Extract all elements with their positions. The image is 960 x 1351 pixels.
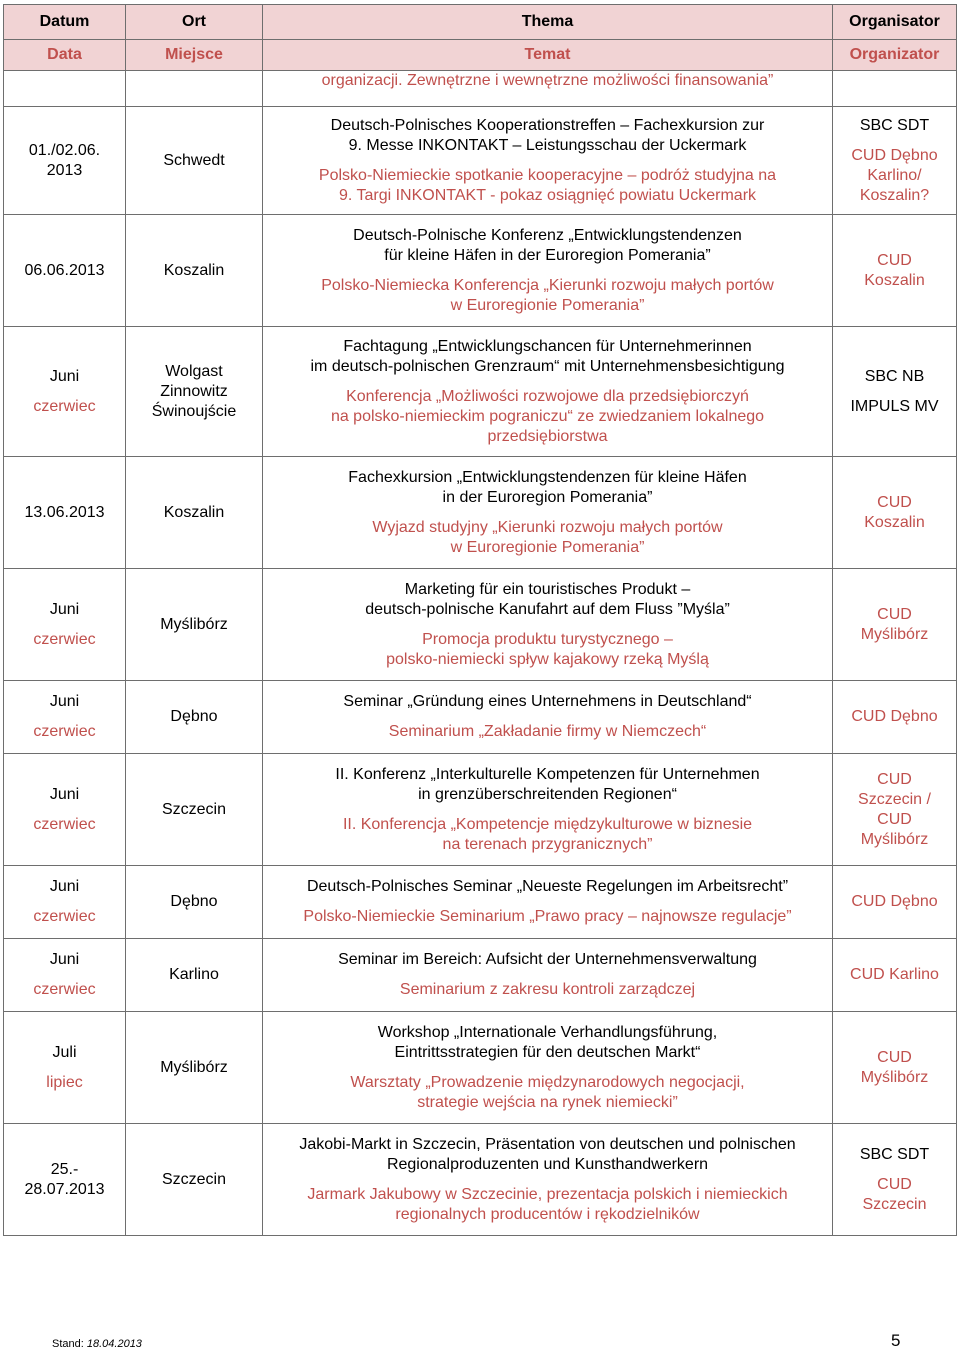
page-number: 5 — [891, 1331, 901, 1350]
organizer-cell — [833, 457, 957, 569]
date-cell — [4, 939, 126, 1012]
topic-pl-line: Konferencja „Możliwości rozwojowe dla przedsiębiorczyń — [346, 387, 749, 405]
topic-pl-line: w Euroregionie Pomerania” — [450, 538, 645, 556]
topic-pl-line: Promocja produktu turystycznego – — [422, 630, 673, 648]
stand-date: 18.04.2013 — [86, 1338, 142, 1350]
date-pl: czerwiec — [33, 815, 96, 833]
topic-cell — [263, 1124, 833, 1236]
organizer-cell — [833, 569, 957, 681]
date-de: 25.- — [50, 1160, 79, 1178]
place-line: Szczecin — [161, 1170, 227, 1188]
date-de: 13.06.2013 — [24, 503, 105, 521]
organizer-pl-line: Myślibórz — [860, 625, 929, 643]
topic-de-line: Regionalproduzenten und Kunsthandwerkern — [386, 1155, 709, 1173]
topic-cell — [263, 866, 833, 939]
date-cell — [4, 107, 126, 215]
date-de: Juni — [49, 785, 80, 803]
topic-cell — [263, 327, 833, 457]
organizer-pl-line: Myślibórz — [860, 1068, 929, 1086]
topic-pl-line: Polsko-Niemiecka Konferencja „Kierunki rozwoju małych portów — [321, 276, 774, 294]
topic-de-line: II. Konferenz „Interkulturelle Kompetenzen für Unternehmen — [335, 765, 760, 783]
date-cell — [4, 681, 126, 754]
place-line: Świnoujście — [151, 402, 237, 420]
topic-pl-line: na terenach przygranicznych” — [442, 835, 653, 853]
topic-de-line: Jakobi-Markt in Szczecin, Präsentation von deutschen und polnischen — [299, 1135, 796, 1153]
date-cell — [4, 71, 126, 107]
place-cell — [126, 1012, 263, 1124]
topic-pl-line: Seminarium „Zakładanie firmy w Niemczech“ — [388, 723, 707, 740]
date-pl: czerwiec — [33, 981, 96, 998]
organizer-cell — [833, 327, 957, 457]
header-organizer-de: Organisator — [833, 5, 957, 40]
table-row — [4, 107, 957, 215]
place-cell — [126, 457, 263, 569]
organizer-pl-line: CUD — [877, 770, 912, 788]
date-cell — [4, 754, 126, 866]
place-cell — [126, 939, 263, 1012]
place-cell — [126, 71, 263, 107]
topic-pl-line: Jarmark Jakubowy w Szczecinie, prezentacja polskich i niemieckich — [307, 1185, 788, 1203]
topic-pl-line: Warsztaty „Prowadzenie międzynarodowych negocjacji, — [350, 1073, 745, 1091]
header-date-de: Datum — [4, 5, 126, 40]
topic-cell — [263, 215, 833, 327]
place-cell — [126, 1124, 263, 1236]
date-cell — [4, 1124, 126, 1236]
topic-de-line: für kleine Häfen in der Euroregion Pomerania” — [384, 246, 711, 264]
place-line: Wolgast — [165, 362, 223, 380]
topic-pl-line: Wyjazd studyjny „Kierunki rozwoju małych portów — [372, 518, 723, 536]
organizer-pl-line: Koszalin — [864, 271, 925, 289]
organizer-cell — [833, 866, 957, 939]
topic-cell — [263, 754, 833, 866]
table-row — [4, 681, 957, 754]
header-place-de: Ort — [126, 5, 263, 40]
header-organizer-pl: Organizator — [833, 40, 957, 71]
organizer-cell — [833, 681, 957, 754]
date-cell — [4, 1012, 126, 1124]
stand-label: Stand: — [52, 1338, 84, 1350]
table-row — [4, 754, 957, 866]
organizer-pl-line: CUD Dębno — [851, 708, 938, 725]
organizer-cell — [833, 215, 957, 327]
continuation-text: organizacji. Zewnętrzne i wewnętrzne możliwości finansowania” — [263, 71, 833, 107]
date-de-line2: 28.07.2013 — [24, 1180, 105, 1198]
topic-de-line: Eintrittsstrategien für den deutschen Markt“ — [394, 1043, 701, 1061]
date-pl: czerwiec — [33, 397, 96, 415]
organizer-pl-line: CUD — [877, 1175, 912, 1193]
organizer-pl-line: Myślibórz — [860, 830, 929, 848]
topic-de-line: deutsch-polnische Kanufahrt auf dem Fluss ”Myśla” — [365, 600, 730, 618]
organizer-cell — [833, 939, 957, 1012]
organizer-pl-line: CUD Karlino — [850, 966, 939, 983]
table-row — [4, 215, 957, 327]
table-row — [4, 457, 957, 569]
table-row — [4, 1124, 957, 1236]
topic-cell — [263, 1012, 833, 1124]
date-cell — [4, 866, 126, 939]
place-cell — [126, 107, 263, 215]
organizer-pl-line: Szczecin — [862, 1195, 927, 1213]
place-line: Myślibórz — [160, 615, 228, 633]
topic-de-line: im deutsch-polnischen Grenzraum“ mit Unternehmensbesichtigung — [310, 357, 785, 375]
topic-pl-line: Polsko-Niemieckie spotkanie kooperacyjne – podróż studyjna na — [318, 166, 777, 184]
topic-pl-line: regionalnych producentów i rękodzielników — [395, 1205, 700, 1223]
topic-pl-line: strategie wejścia na rynek niemiecki” — [417, 1093, 678, 1111]
date-year: 2013 — [46, 161, 83, 179]
organizer-de-line: IMPULS MV — [850, 397, 939, 415]
place-cell — [126, 866, 263, 939]
topic-de-line: Seminar „Gründung eines Unternehmens in Deutschland“ — [343, 693, 752, 710]
place-cell — [126, 681, 263, 754]
date-de: Juni — [49, 878, 80, 895]
place-cell — [126, 215, 263, 327]
topic-pl-line: Polsko-Niemieckie Seminarium „Prawo pracy – najnowsze regulacje” — [303, 908, 792, 925]
topic-de-line: 9. Messe INKONTAKT – Leistungsschau der Uckermark — [348, 136, 747, 154]
topic-cell — [263, 681, 833, 754]
topic-cell — [263, 939, 833, 1012]
date-cell — [4, 457, 126, 569]
place-line: Dębno — [170, 708, 218, 725]
organizer-pl-line: Koszalin? — [859, 186, 930, 204]
place-line: Dębno — [170, 893, 218, 910]
header-topic-de: Thema — [263, 5, 833, 40]
table-body — [4, 71, 957, 1236]
topic-de-line: in der Euroregion Pomerania” — [442, 488, 653, 506]
header-place-pl: Miejsce — [126, 40, 263, 71]
topic-pl-line: na polsko-niemieckim pograniczu“ ze zwiedzaniem lokalnego — [330, 407, 765, 425]
organizer-cell — [833, 107, 957, 215]
table-header — [4, 5, 957, 71]
organizer-de-line: SBC SDT — [859, 116, 930, 134]
place-cell — [126, 569, 263, 681]
organizer-pl-line: Koszalin — [864, 513, 925, 531]
date-pl: czerwiec — [33, 723, 96, 740]
date-de: 06.06.2013 — [24, 261, 105, 279]
place-line: Szczecin — [161, 800, 227, 818]
topic-pl-line: przedsiębiorstwa — [487, 427, 608, 445]
table-row — [4, 327, 957, 457]
date-cell — [4, 569, 126, 681]
header-topic-pl: Temat — [263, 40, 833, 71]
events-table — [3, 4, 957, 1236]
table-row — [4, 1012, 957, 1124]
date-de: 01./02.06. — [28, 141, 101, 159]
table-row — [4, 569, 957, 681]
topic-de-line: Seminar im Bereich: Aufsicht der Unternehmensverwaltung — [338, 951, 757, 968]
organizer-pl-line: CUD Dębno — [851, 146, 938, 164]
table-row — [4, 866, 957, 939]
place-line: Karlino — [169, 966, 219, 983]
topic-pl-line: polsko-niemiecki spływ kajakowy rzeką Myślą — [386, 650, 709, 668]
place-line: Koszalin — [163, 503, 225, 521]
topic-pl-line: Seminarium z zakresu kontroli zarządczej — [399, 981, 696, 998]
place-line: Koszalin — [163, 261, 225, 279]
topic-de-line: Fachtagung „Entwicklungschancen für Unternehmerinnen — [343, 337, 752, 355]
organizer-pl-line: CUD — [877, 493, 912, 511]
header-date-pl: Data — [4, 40, 126, 71]
topic-de-line: Deutsch-Polnisches Kooperationstreffen – Fachexkursion zur — [330, 116, 765, 134]
date-de: Juni — [49, 367, 80, 385]
place-cell — [126, 327, 263, 457]
continuation-row — [4, 71, 957, 107]
date-de: Juni — [49, 693, 80, 710]
organizer-pl-line: CUD — [877, 810, 912, 828]
topic-de-line: Marketing für ein touristisches Produkt – — [404, 580, 691, 598]
topic-de-line: in grenzüberschreitenden Regionen“ — [418, 785, 677, 803]
topic-pl-line: w Euroregionie Pomerania” — [450, 296, 645, 314]
place-line: Zinnowitz — [160, 382, 228, 400]
organizer-cell — [833, 754, 957, 866]
organizer-pl-line: CUD — [877, 1048, 912, 1066]
organizer-pl-line: Karlino/ — [867, 166, 922, 184]
place-cell — [126, 754, 263, 866]
date-pl: czerwiec — [33, 908, 96, 925]
date-cell — [4, 215, 126, 327]
topic-pl-line: II. Konferencja „Kompetencje międzykulturowe w biznesie — [342, 815, 753, 833]
topic-cell — [263, 107, 833, 215]
place-line: Myślibórz — [160, 1058, 228, 1076]
organizer-de-line: SBC NB — [864, 367, 925, 385]
organizer-de-line: SBC SDT — [859, 1145, 930, 1163]
topic-de-line: Workshop „Internationale Verhandlungsführung, — [377, 1023, 718, 1041]
date-de: Juni — [49, 951, 80, 968]
organizer-cell — [833, 71, 957, 107]
topic-cell — [263, 569, 833, 681]
date-pl: czerwiec — [33, 630, 96, 648]
date-de: Juli — [52, 1043, 77, 1061]
date-pl: lipiec — [46, 1073, 83, 1091]
organizer-cell — [833, 1124, 957, 1236]
topic-de-line: Deutsch-Polnische Konferenz „Entwicklungstendenzen — [353, 226, 742, 244]
topic-de-line: Deutsch-Polnisches Seminar „Neueste Regelungen im Arbeitsrecht” — [306, 878, 789, 895]
organizer-cell — [833, 1012, 957, 1124]
place-line: Schwedt — [163, 151, 225, 169]
topic-cell — [263, 457, 833, 569]
table-row — [4, 939, 957, 1012]
organizer-pl-line: CUD Dębno — [851, 893, 938, 910]
organizer-pl-line: CUD — [877, 605, 912, 623]
topic-pl-line: 9. Targi INKONTAKT - pokaz osiągnięć powiatu Uckermark — [338, 186, 757, 204]
organizer-pl-line: Szczecin / — [858, 790, 931, 808]
date-de: Juni — [49, 600, 80, 618]
date-cell — [4, 327, 126, 457]
organizer-pl-line: CUD — [877, 251, 912, 269]
topic-de-line: Fachexkursion „Entwicklungstendenzen für kleine Häfen — [348, 468, 747, 486]
